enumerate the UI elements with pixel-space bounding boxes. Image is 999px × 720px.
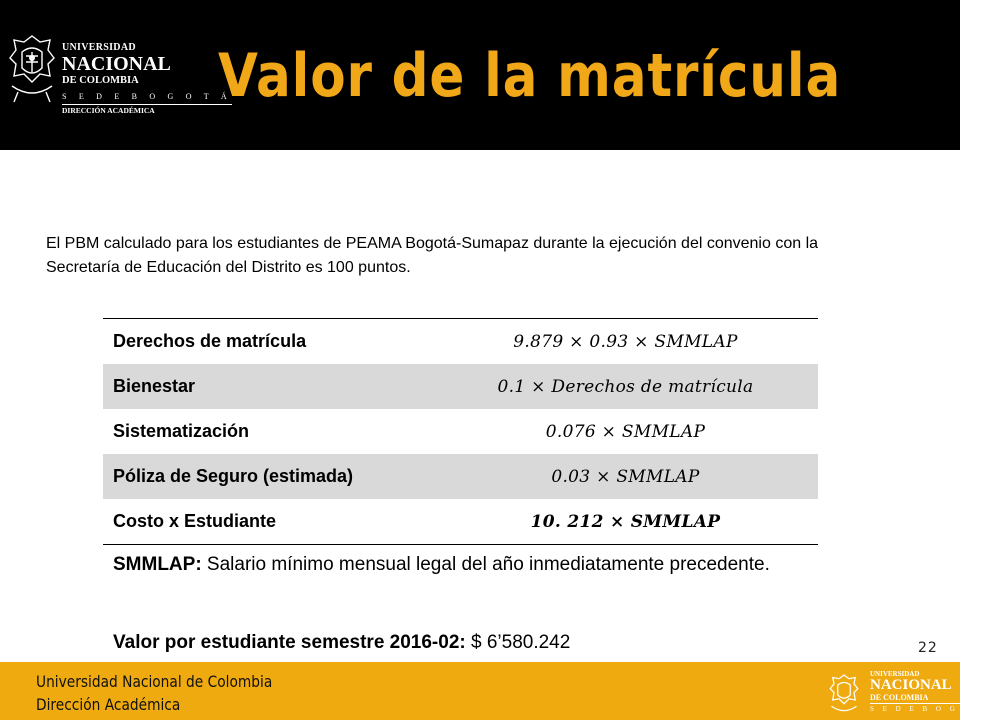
row-formula: 0.03 × SMMLAP [551,466,700,487]
logo-nacional-text: NACIONAL [62,53,171,75]
logo-direccion-text: DIRECCIÓN ACADÉMICA [62,104,232,116]
row-label: Derechos de matrícula [113,331,307,351]
cost-table [103,318,818,545]
university-logo [4,28,232,122]
logo-wordmark [62,42,232,116]
smmlap-note [113,548,813,582]
footer-line-1: Universidad Nacional de Colombia [36,672,273,691]
note-definition: Salario mínimo mensual legal del año inmediatamente precedente. [201,554,770,575]
table-row [103,454,818,499]
row-formula-total: 10. 212 × SMMLAP [530,511,721,532]
footer-logo-colombia-text: DE COLOMBIA [870,693,929,702]
row-formula: 0.1 × Derechos de matrícula [497,376,754,397]
footer-logo-university-text: UNIVERSIDAD [870,670,920,678]
footer-logo-wordmark [870,670,999,715]
footer-logo [824,662,999,720]
logo-colombia-text: DE COLOMBIA [62,75,139,86]
header-bar [0,0,960,150]
table-row [103,499,818,544]
row-label: Póliza de Seguro (estimada) [113,466,354,486]
university-crest-icon [4,28,60,108]
table-row [103,409,818,454]
footer-bar [0,662,999,720]
row-label: Sistematización [113,421,250,441]
row-label: Bienestar [113,376,196,396]
slide-title: Valor de la matrícula [218,41,842,111]
row-label: Costo x Estudiante [113,511,277,531]
intro-paragraph: El PBM calculado para los estudiantes de PEAMA Bogotá-Sumapaz durante la ejecución del convenio con la Secretaría de Educación del Distrito es 100 puntos. [46,235,819,276]
valor-line [113,628,570,658]
logo-sede-text: S E D E B O G O T Á [62,92,232,101]
table-row [103,364,818,409]
valor-label: Valor por estudiante semestre 2016-02: [113,632,466,653]
row-formula: 0.076 × SMMLAP [545,421,706,442]
note-term: SMMLAP: [113,554,202,575]
footer-logo-nacional-text: NACIONAL [870,677,952,693]
footer-line-2: Dirección Académica [36,695,181,714]
footer-logo-sede-text: S E D E B O G O T Á [870,705,999,713]
logo-university-text: UNIVERSIDAD [62,42,136,53]
row-formula: 9.879 × 0.93 × SMMLAP [513,331,738,352]
footer-text [36,670,272,716]
table-row [103,319,818,364]
valor-amount: $ 6’580.242 [465,632,571,653]
page-number: 22 [918,640,938,656]
university-crest-icon [824,670,864,720]
